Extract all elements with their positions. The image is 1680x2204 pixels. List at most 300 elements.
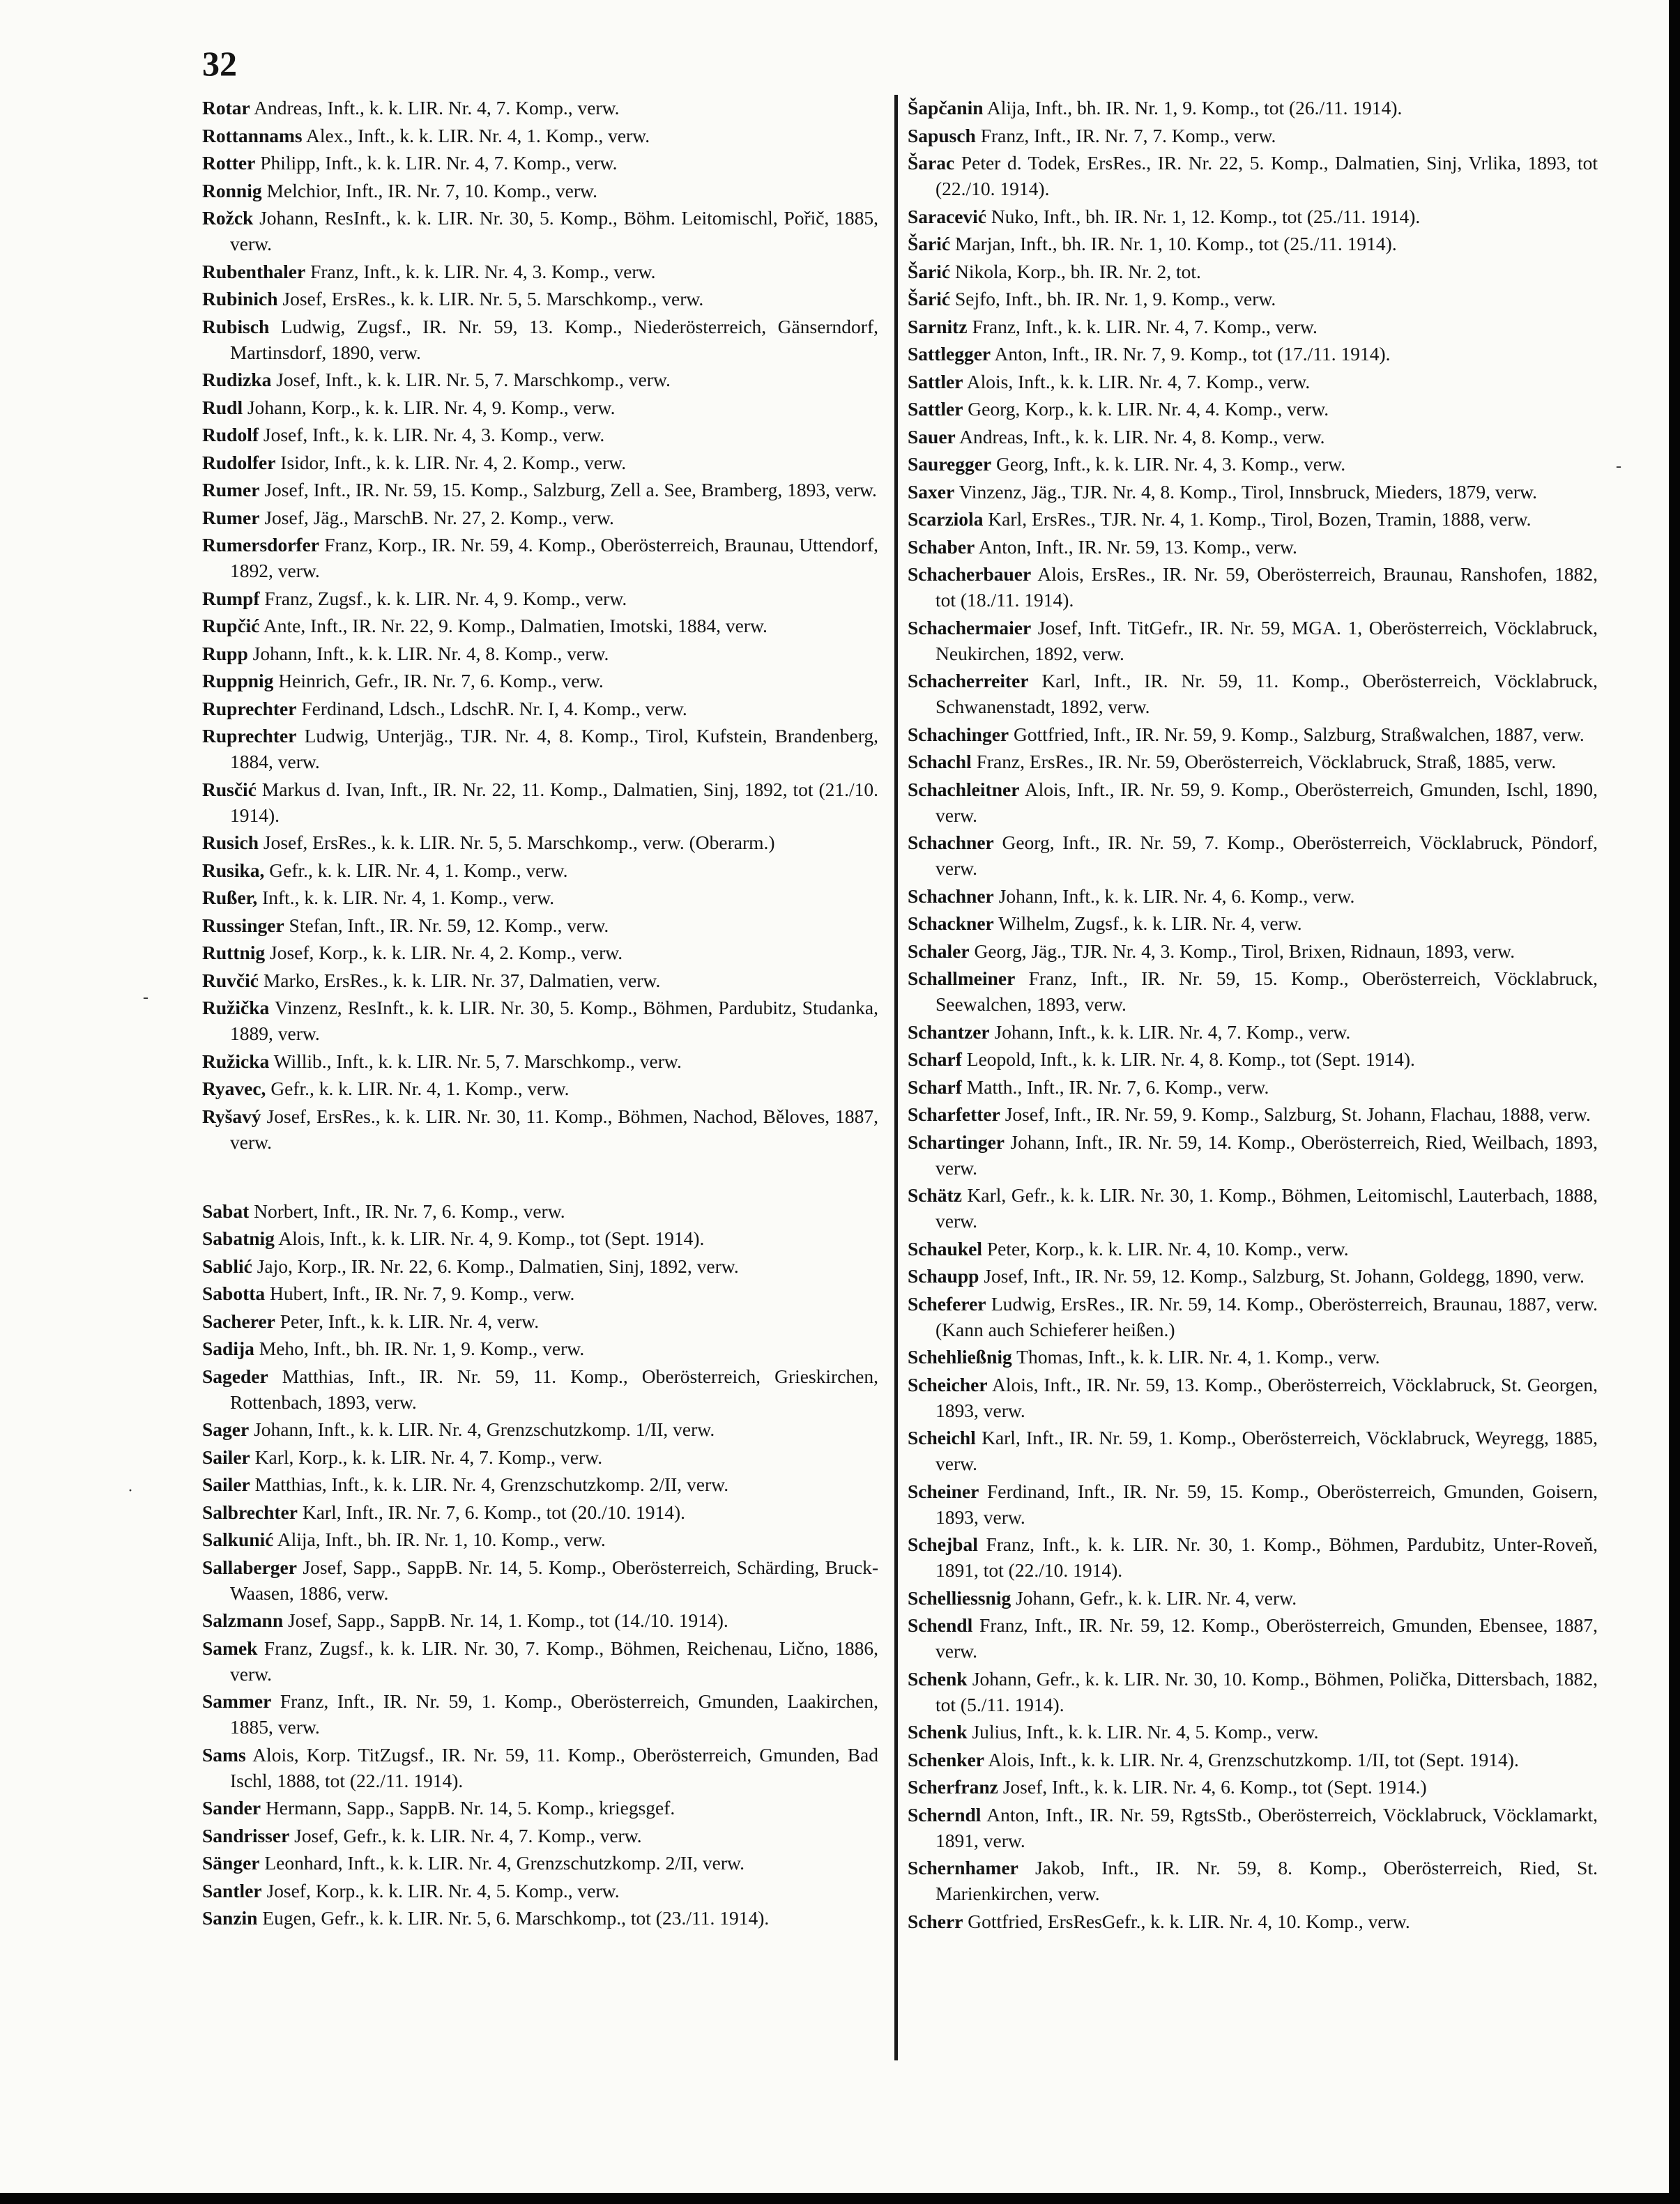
register-entry [202, 829, 878, 855]
register-entry [908, 1719, 1598, 1745]
entry-details: Vinzenz, Jäg., TJR. Nr. 4, 8. Komp., Tirol, Innsbruck, Mieders, 1879, verw. [954, 480, 1537, 503]
entry-surname: Schachl [908, 751, 972, 772]
entry-surname: Rudolfer [202, 451, 276, 473]
register-entry [908, 314, 1598, 339]
entry-surname: Schachleitner [908, 778, 1020, 800]
register-entry [202, 205, 878, 257]
entry-details: Nikola, Korp., bh. IR. Nr. 2, tot. [950, 260, 1201, 282]
right-column [908, 95, 1598, 1936]
entry-surname: Scheicher [908, 1373, 988, 1395]
register-entry [202, 1905, 878, 1931]
entry-surname: Šarić [908, 260, 951, 282]
entry-surname: Rumpf [202, 587, 260, 609]
entry-details: Marjan, Inft., bh. IR. Nr. 1, 10. Komp., tot (25./11. 1914). [950, 233, 1397, 254]
register-entry [202, 259, 878, 284]
entry-details: Vinzenz, ResInft., k. k. LIR. Nr. 30, 5. Komp., Böhmen, Pardubitz, Studanka, 1889, verw. [230, 997, 878, 1044]
register-entry [908, 451, 1598, 477]
entry-details: Inft., k. k. LIR. Nr. 4, 1. Komp., verw. [257, 887, 555, 908]
entry-details: Georg, Jäg., TJR. Nr. 4, 3. Komp., Tirol, Brixen, Ridnaun, 1893, verw. [969, 940, 1515, 962]
entry-surname: Ruttnig [202, 942, 266, 963]
entry-details: Matthias, Inft., k. k. LIR. Nr. 4, Grenzschutzkomp. 2/II, verw. [250, 1474, 729, 1495]
register-entry [202, 586, 878, 611]
entry-surname: Schendl [908, 1614, 973, 1636]
entry-surname: Rusich [202, 832, 259, 853]
register-entry [202, 967, 878, 993]
register-entry [202, 477, 878, 503]
entry-details: Ferdinand, Ldsch., LdschR. Nr. I, 4. Komp., verw. [296, 697, 687, 719]
entry-surname: Schaler [908, 940, 970, 962]
entry-surname: Sarnitz [908, 315, 968, 337]
register-entry [202, 1795, 878, 1821]
entry-surname: Sander [202, 1797, 261, 1819]
register-entry [202, 776, 878, 828]
entry-details: Heinrich, Gefr., IR. Nr. 7, 6. Komp., verw. [273, 670, 604, 691]
register-entry [202, 723, 878, 774]
register-entry [908, 910, 1598, 936]
entry-surname: Rubisch [202, 315, 270, 337]
register-entry [908, 1531, 1598, 1583]
register-entry [908, 1855, 1598, 1906]
entry-details: Gottfried, Inft., IR. Nr. 59, 9. Komp., Salzburg, Straßwalchen, 1887, verw. [1009, 723, 1584, 745]
entry-surname: Rudl [202, 396, 243, 418]
register-entry [202, 668, 878, 694]
register-entry [202, 1850, 878, 1876]
register-entry [908, 965, 1598, 1017]
column-divider [894, 95, 898, 2060]
entry-details: Karl, Gefr., k. k. LIR. Nr. 30, 1. Komp., Böhmen, Leitomischl, Lauterbach, 1888, verw. [936, 1184, 1598, 1232]
register-entry [908, 1236, 1598, 1262]
entry-details: Georg, Korp., k. k. LIR. Nr. 4, 4. Komp., verw. [963, 398, 1329, 420]
register-entry [202, 1444, 878, 1470]
register-entry [908, 1344, 1598, 1370]
entry-surname: Rupčić [202, 615, 260, 636]
entry-surname: Scheiner [908, 1480, 979, 1502]
entry-details: Karl, Korp., k. k. LIR. Nr. 4, 7. Komp., verw. [250, 1446, 603, 1468]
entry-surname: Scherndl [908, 1803, 982, 1826]
register-entry [202, 314, 878, 365]
entry-surname: Schätz [908, 1184, 962, 1206]
register-entry [908, 776, 1598, 828]
entry-surname: Schantzer [908, 1020, 990, 1043]
entry-surname: Sanzin [202, 1907, 258, 1929]
register-entry [908, 1372, 1598, 1423]
entry-surname: Schaber [908, 535, 975, 558]
register-entry [202, 696, 878, 721]
entry-surname: Šarac [908, 152, 955, 174]
entry-surname: Ruprechter [202, 725, 297, 747]
register-entry [908, 506, 1598, 532]
register-entry [202, 1526, 878, 1552]
register-entry [202, 1103, 878, 1155]
margin-mark: - [143, 988, 148, 1007]
entry-details: Gefr., k. k. LIR. Nr. 4, 1. Komp., verw. [266, 1078, 570, 1099]
entry-surname: Scheichl [908, 1427, 976, 1448]
register-entry [908, 1612, 1598, 1664]
register-entry [908, 668, 1598, 719]
register-entry [908, 1263, 1598, 1289]
entry-surname: Rožck [202, 207, 254, 229]
entry-details: Marko, ErsRes., k. k. LIR. Nr. 37, Dalmatien, verw. [258, 969, 661, 991]
entry-surname: Schachermaier [908, 616, 1032, 638]
entry-details: Peter, Inft., k. k. LIR. Nr. 4, verw. [275, 1310, 540, 1332]
entry-surname: Rusčić [202, 778, 257, 800]
register-entry [908, 938, 1598, 964]
entry-surname: Santler [202, 1879, 262, 1901]
entry-details: Anton, Inft., IR. Nr. 7, 9. Komp., tot (17./11. 1914). [991, 343, 1391, 365]
entry-surname: Schacherbauer [908, 563, 1032, 585]
register-entry [202, 613, 878, 638]
entry-details: Eugen, Gefr., k. k. LIR. Nr. 5, 6. Marschkomp., tot (23./11. 1914). [257, 1907, 770, 1929]
entry-details: Josef, Inft., IR. Nr. 59, 9. Komp., Salzburg, St. Johann, Flachau, 1888, verw. [1000, 1103, 1591, 1125]
entry-details: Johann, ResInft., k. k. LIR. Nr. 30, 5. Komp., Böhm. Leitomischl, Pořič, 1885, verw. [230, 207, 878, 254]
entry-details: Karl, ErsRes., TJR. Nr. 4, 1. Komp., Tirol, Bozen, Tramin, 1888, verw. [983, 508, 1532, 530]
entry-surname: Ružička [202, 997, 270, 1018]
entry-details: Franz, ErsRes., IR. Nr. 59, Oberösterreich, Vöcklabruck, Straß, 1885, verw. [971, 751, 1557, 772]
entry-surname: Schehließnig [908, 1346, 1012, 1368]
entry-surname: Rotar [202, 97, 250, 118]
entry-details: Johann, Gefr., k. k. LIR. Nr. 30, 10. Komp., Böhmen, Polička, Dittersbach, 1882, tot (5./11. 1914). [936, 1667, 1598, 1715]
register-entry [908, 1182, 1598, 1234]
entry-surname: Šarić [908, 233, 951, 254]
entry-surname: Rusika, [202, 859, 265, 881]
entry-details: Andreas, Inft., k. k. LIR. Nr. 4, 8. Komp., verw. [955, 425, 1325, 447]
entry-surname: Schaukel [908, 1237, 982, 1260]
entry-surname: Sandrisser [202, 1824, 290, 1846]
entry-details: Franz, Inft., IR. Nr. 7, 7. Komp., verw. [975, 124, 1276, 146]
entry-details: Josef, Inft., k. k. LIR. Nr. 4, 6. Komp., tot (Sept. 1914.) [998, 1776, 1427, 1798]
entry-details: Alex., Inft., k. k. LIR. Nr. 4, 1. Komp., verw. [302, 124, 650, 146]
entry-details: Andreas, Inft., k. k. LIR. Nr. 4, 7. Komp., verw. [250, 97, 620, 118]
entry-details: Franz, Zugsf., k. k. LIR. Nr. 30, 7. Komp., Böhmen, Reichenau, Lično, 1886, verw. [230, 1637, 878, 1685]
register-entry [202, 1076, 878, 1101]
entry-details: Franz, Korp., IR. Nr. 59, 4. Komp., Oberösterreich, Braunau, Uttendorf, 1892, verw. [230, 534, 878, 581]
register-entry [202, 1253, 878, 1279]
entry-surname: Schachner [908, 832, 994, 853]
margin-mark: · [128, 1482, 133, 1500]
entry-details: Leopold, Inft., k. k. LIR. Nr. 4, 8. Komp., tot (Sept. 1914). [961, 1048, 1415, 1070]
register-entry [202, 422, 878, 447]
entry-details: Isidor, Inft., k. k. LIR. Nr. 4, 2. Komp., verw. [275, 451, 627, 473]
entry-surname: Ruprechter [202, 697, 297, 719]
entry-details: Georg, Inft., k. k. LIR. Nr. 4, 3. Komp., verw. [991, 453, 1346, 475]
register-entry [908, 721, 1598, 747]
entry-details: Meho, Inft., bh. IR. Nr. 1, 9. Komp., verw. [254, 1338, 585, 1359]
entry-details: Anton, Inft., IR. Nr. 59, 13. Komp., verw. [975, 535, 1297, 558]
entry-details: Gottfried, ErsResGefr., k. k. LIR. Nr. 4, 10. Komp., verw. [963, 1910, 1410, 1932]
register-entry [908, 1101, 1598, 1127]
entry-surname: Scarziola [908, 508, 984, 530]
entry-surname: Schejbal [908, 1533, 978, 1555]
register-entry [908, 1291, 1598, 1342]
register-entry [908, 123, 1598, 148]
entry-surname: Sattler [908, 398, 963, 420]
register-entry [202, 885, 878, 910]
entry-surname: Scharf [908, 1076, 962, 1098]
entry-surname: Sattler [908, 370, 963, 392]
entry-surname: Salkunić [202, 1529, 274, 1550]
entry-details: Franz, Inft., IR. Nr. 59, 12. Komp., Oberösterreich, Gmunden, Ebensee, 1887, verw. [936, 1614, 1598, 1662]
entry-details: Karl, Inft., IR. Nr. 59, 11. Komp., Oberösterreich, Vöcklabruck, Schwanenstadt, 1892, verw. [936, 670, 1598, 717]
entry-details: Alois, Korp. TitZugsf., IR. Nr. 59, 11. Komp., Oberösterreich, Gmunden, Bad Ischl, 1888, tot (22./11. 1914). [230, 1743, 878, 1791]
entry-details: Alois, Inft., IR. Nr. 59, 13. Komp., Oberösterreich, Vöcklabruck, St. Georgen, 1893, verw. [936, 1373, 1598, 1421]
entry-surname: Sablić [202, 1255, 252, 1277]
register-entry [202, 95, 878, 121]
entry-surname: Schenker [908, 1748, 984, 1770]
entry-details: Josef, Inft. TitGefr., IR. Nr. 59, MGA. 1, Oberösterreich, Vöcklabruck, Neukirchen, 1892, verw. [936, 616, 1598, 664]
entry-details: Ferdinand, Inft., IR. Nr. 59, 15. Komp., Oberösterreich, Gmunden, Goisern, 1893, verw. [936, 1480, 1598, 1528]
entry-details: Philipp, Inft., k. k. LIR. Nr. 4, 7. Komp., verw. [255, 152, 618, 174]
entry-details: Josef, Inft., k. k. LIR. Nr. 5, 7. Marschkomp., verw. [271, 369, 671, 390]
entry-details: Karl, Inft., IR. Nr. 59, 1. Komp., Oberösterreich, Vöcklabruck, Weyregg, 1885, verw. [936, 1427, 1598, 1474]
entry-surname: Rudolf [202, 424, 259, 445]
register-entry [908, 1774, 1598, 1800]
entry-surname: Sänger [202, 1852, 260, 1874]
entry-surname: Sabotta [202, 1283, 266, 1304]
entry-details: Johann, Inft., IR. Nr. 59, 14. Komp., Oberösterreich, Ried, Weilbach, 1893, verw. [936, 1131, 1598, 1179]
entry-details: Josef, ErsRes., k. k. LIR. Nr. 30, 11. Komp., Böhmen, Nachod, Běloves, 1887, verw. [230, 1105, 878, 1153]
entry-details: Jajo, Korp., IR. Nr. 22, 6. Komp., Dalmatien, Sinj, 1892, verw. [252, 1255, 739, 1277]
entry-surname: Ryšavý [202, 1105, 261, 1127]
register-entry [908, 1129, 1598, 1181]
register-entry [908, 479, 1598, 505]
entry-details: Matthias, Inft., IR. Nr. 59, 11. Komp., Oberösterreich, Grieskirchen, Rottenbach, 1893, verw. [230, 1365, 878, 1413]
register-entry [202, 505, 878, 530]
entry-details: Norbert, Inft., IR. Nr. 7, 6. Komp., verw. [249, 1200, 565, 1222]
entry-surname: Schachner [908, 885, 994, 907]
entry-surname: Ronnig [202, 179, 262, 201]
entry-details: Hermann, Sapp., SappB. Nr. 14, 5. Komp., kriegsgef. [261, 1797, 675, 1819]
entry-details: Johann, Korp., k. k. LIR. Nr. 4, 9. Komp., verw. [243, 396, 616, 418]
entry-surname: Sabatnig [202, 1227, 275, 1249]
register-entry [202, 641, 878, 666]
entry-surname: Rottannams [202, 124, 303, 146]
entry-details: Josef, Inft., k. k. LIR. Nr. 4, 3. Komp., verw. [259, 424, 605, 445]
entry-surname: Samek [202, 1637, 258, 1659]
entry-details: Markus d. Ivan, Inft., IR. Nr. 22, 11. Komp., Dalmatien, Sinj, 1892, tot (21./10. 1914). [230, 778, 878, 826]
entry-details: Ludwig, Zugsf., IR. Nr. 59, 13. Komp., Niederösterreich, Gänserndorf, Martinsdorf, 1890, verw. [230, 315, 878, 363]
entry-surname: Sallaberger [202, 1556, 297, 1578]
entry-details: Nuko, Inft., bh. IR. Nr. 1, 12. Komp., tot (25./11. 1914). [986, 205, 1421, 227]
entry-details: Sejfo, Inft., bh. IR. Nr. 1, 9. Komp., verw. [950, 288, 1276, 309]
entry-surname: Schallmeiner [908, 967, 1016, 989]
register-entry [202, 912, 878, 938]
entry-surname: Schenk [908, 1721, 968, 1743]
entry-surname: Schachinger [908, 723, 1009, 745]
entry-details: Peter d. Todek, ErsRes., IR. Nr. 22, 5. Komp., Dalmatien, Sinj, Vrlika, 1893, tot (22./10. 1914). [936, 152, 1598, 199]
entry-surname: Rubinich [202, 288, 278, 309]
entry-details: Gefr., k. k. LIR. Nr. 4, 1. Komp., verw. [264, 859, 568, 881]
entry-surname: Scherr [908, 1910, 963, 1932]
entry-surname: Russinger [202, 914, 284, 936]
entry-details: Hubert, Inft., IR. Nr. 7, 9. Komp., verw. [265, 1283, 575, 1304]
entry-details: Karl, Inft., IR. Nr. 7, 6. Komp., tot (20./10. 1914). [297, 1501, 686, 1523]
entry-details: Ante, Inft., IR. Nr. 22, 9. Komp., Dalmatien, Imotski, 1884, verw. [259, 615, 768, 636]
entry-surname: Saracević [908, 205, 987, 227]
register-entry [202, 1336, 878, 1361]
entry-surname: Rupp [202, 642, 248, 664]
register-entry [202, 1471, 878, 1497]
entry-details: Jakob, Inft., IR. Nr. 59, 8. Komp., Oberösterreich, Ried, St. Marienkirchen, verw. [936, 1857, 1598, 1904]
register-entry [202, 1048, 878, 1074]
register-entry [202, 1308, 878, 1334]
entry-details: Franz, Inft., k. k. LIR. Nr. 4, 7. Komp., verw. [967, 315, 1318, 337]
register-entry [908, 95, 1598, 121]
entry-details: Johann, Inft., k. k. LIR. Nr. 4, 7. Komp., verw. [989, 1020, 1351, 1043]
entry-surname: Sauregger [908, 453, 992, 475]
entry-details: Julius, Inft., k. k. LIR. Nr. 4, 5. Komp., verw. [967, 1721, 1319, 1743]
entry-details: Ludwig, ErsRes., IR. Nr. 59, 14. Komp., Oberösterreich, Braunau, 1887, verw. (Kann auch Schieferer heißen.) [936, 1292, 1598, 1340]
entry-surname: Schartinger [908, 1131, 1005, 1153]
register-entry [908, 424, 1598, 450]
register-entry [908, 1074, 1598, 1100]
entry-surname: Sattlegger [908, 343, 991, 365]
register-entry [202, 995, 878, 1046]
register-entry [202, 532, 878, 583]
entry-surname: Scharfetter [908, 1103, 1000, 1125]
entry-details: Alois, ErsRes., IR. Nr. 59, Oberösterreich, Braunau, Ranshofen, 1882, tot (18./11. 1914). [936, 563, 1598, 611]
entry-surname: Rotter [202, 152, 256, 174]
register-entry [202, 1225, 878, 1251]
entry-surname: Rußer, [202, 887, 258, 908]
register-entry [202, 857, 878, 883]
register-entry [202, 1499, 878, 1525]
register-entry [908, 396, 1598, 422]
entry-details: Willib., Inft., k. k. LIR. Nr. 5, 7. Marschkomp., verw. [269, 1050, 682, 1072]
entry-details: Johann, Inft., k. k. LIR. Nr. 4, Grenzschutzkomp. 1/II, verw. [249, 1418, 715, 1440]
entry-surname: Ružicka [202, 1050, 270, 1072]
entry-surname: Sacherer [202, 1310, 275, 1332]
register-entry [908, 1802, 1598, 1853]
register-entry [908, 231, 1598, 257]
entry-details: Johann, Inft., k. k. LIR. Nr. 4, 6. Komp., verw. [993, 885, 1355, 907]
entry-details: Leonhard, Inft., k. k. LIR. Nr. 4, Grenzschutzkomp. 2/II, verw. [259, 1852, 744, 1874]
entry-surname: Schackner [908, 912, 994, 934]
register-entry [908, 1908, 1598, 1934]
register-entry [908, 534, 1598, 560]
entry-details: Ludwig, Unterjäg., TJR. Nr. 4, 8. Komp., Tirol, Kufstein, Brandenberg, 1884, verw. [230, 725, 878, 772]
entry-details: Franz, Inft., k. k. LIR. Nr. 4, 3. Komp., verw. [305, 260, 656, 282]
entry-details: Thomas, Inft., k. k. LIR. Nr. 4, 1. Komp., verw. [1011, 1346, 1380, 1368]
entry-surname: Ruppnig [202, 670, 274, 691]
entry-details: Alois, Inft., k. k. LIR. Nr. 4, Grenzschutzkomp. 1/II, tot (Sept. 1914). [984, 1748, 1519, 1770]
register-entry [202, 1878, 878, 1904]
entry-surname: Schenk [908, 1667, 968, 1690]
register-entry [202, 450, 878, 475]
entry-details: Josef, Inft., IR. Nr. 59, 12. Komp., Salzburg, St. Johann, Goldegg, 1890, verw. [979, 1265, 1584, 1287]
register-entry [908, 369, 1598, 395]
register-entry [202, 1198, 878, 1224]
register-entry [908, 1019, 1598, 1045]
entry-surname: Šapčanin [908, 97, 984, 118]
register-entry [908, 883, 1598, 909]
entry-surname: Sammer [202, 1690, 272, 1712]
entry-surname: Schelliessnig [908, 1586, 1011, 1609]
margin-mark: - [1616, 457, 1621, 475]
entry-surname: Schacherreiter [908, 670, 1029, 691]
register-entry [202, 1607, 878, 1633]
register-entry [202, 1363, 878, 1415]
entry-details: Alija, Inft., bh. IR. Nr. 1, 9. Komp., tot (26./11. 1914). [983, 97, 1403, 118]
entry-surname: Sauer [908, 425, 956, 447]
register-entry [908, 615, 1598, 666]
entry-details: Stefan, Inft., IR. Nr. 59, 12. Komp., verw. [284, 914, 609, 936]
entry-surname: Scherfranz [908, 1776, 998, 1798]
register-entry [908, 150, 1598, 201]
register-entry [908, 341, 1598, 367]
entry-details: Josef, Korp., k. k. LIR. Nr. 4, 2. Komp., verw. [265, 942, 623, 963]
register-entry [908, 1585, 1598, 1611]
entry-surname: Sabat [202, 1200, 250, 1222]
entry-surname: Sams [202, 1743, 246, 1766]
entry-details: Alois, Inft., k. k. LIR. Nr. 4, 9. Komp., tot (Sept. 1914). [274, 1227, 705, 1249]
entry-surname: Scharf [908, 1048, 962, 1070]
entry-surname: Sadija [202, 1338, 254, 1359]
entry-surname: Sapusch [908, 124, 976, 146]
register-entry [202, 367, 878, 392]
entry-surname: Sailer [202, 1474, 250, 1495]
entry-details: Josef, Inft., IR. Nr. 59, 15. Komp., Salzburg, Zell a. See, Bramberg, 1893, verw. [259, 479, 877, 500]
entry-details: Franz, Zugsf., k. k. LIR. Nr. 4, 9. Komp., verw. [259, 587, 627, 609]
entry-details: Josef, Gefr., k. k. LIR. Nr. 4, 7. Komp., verw. [289, 1824, 642, 1846]
register-entry [908, 286, 1598, 312]
entry-details: Josef, Sapp., SappB. Nr. 14, 5. Komp., Oberösterreich, Schärding, Bruck-Waasen, 1886, verw. [230, 1556, 878, 1604]
entry-details: Johann, Gefr., k. k. LIR. Nr. 4, verw. [1011, 1586, 1297, 1609]
register-entry [202, 1635, 878, 1687]
entry-surname: Scheferer [908, 1292, 986, 1315]
entry-details: Alija, Inft., bh. IR. Nr. 1, 10. Komp., verw. [273, 1529, 606, 1550]
register-entry [202, 123, 878, 148]
entry-details: Josef, ErsRes., k. k. LIR. Nr. 5, 5. Marschkomp., verw. (Oberarm.) [259, 832, 775, 853]
entry-details: Johann, Inft., k. k. LIR. Nr. 4, 8. Komp., verw. [247, 642, 609, 664]
register-entry [202, 1823, 878, 1849]
register-entry [908, 1425, 1598, 1476]
left-column [202, 95, 878, 1933]
entry-details: Georg, Inft., IR. Nr. 59, 7. Komp., Oberösterreich, Vöcklabruck, Pöndorf, verw. [936, 832, 1598, 879]
register-entry [202, 150, 878, 176]
register-entry [908, 1478, 1598, 1530]
entry-details: Franz, Inft., IR. Nr. 59, 15. Komp., Oberösterreich, Vöcklabruck, Seewalchen, 1893, verw. [936, 967, 1598, 1015]
entry-details: Wilhelm, Zugsf., k. k. LIR. Nr. 4, verw. [993, 912, 1302, 934]
entry-details: Anton, Inft., IR. Nr. 59, RgtsStb., Oberösterreich, Vöcklabruck, Vöcklamarkt, 1891, verw. [936, 1803, 1598, 1851]
entry-surname: Schernhamer [908, 1857, 1018, 1878]
register-entry [202, 1416, 878, 1442]
register-entry [908, 204, 1598, 229]
entry-surname: Ruvčić [202, 969, 259, 991]
entry-details: Josef, Korp., k. k. LIR. Nr. 4, 5. Komp., verw. [261, 1879, 620, 1901]
entry-surname: Schaupp [908, 1265, 979, 1287]
register-entry [202, 178, 878, 204]
entry-surname: Rubenthaler [202, 260, 306, 282]
entry-surname: Sager [202, 1418, 250, 1440]
entry-details: Franz, Inft., k. k. LIR. Nr. 30, 1. Komp., Böhmen, Pardubitz, Unter-Roveň, 1891, tot (22./10. 1914). [936, 1533, 1598, 1581]
entry-surname: Saxer [908, 480, 955, 503]
register-entry [202, 395, 878, 420]
register-entry [908, 829, 1598, 881]
entry-details: Matth., Inft., IR. Nr. 7, 6. Komp., verw. [961, 1076, 1269, 1098]
entry-details: Josef, ErsRes., k. k. LIR. Nr. 5, 5. Marschkomp., verw. [277, 288, 704, 309]
entry-details: Peter, Korp., k. k. LIR. Nr. 4, 10. Komp., verw. [982, 1237, 1349, 1260]
register-entry [202, 286, 878, 312]
register-entry [908, 1747, 1598, 1773]
entry-surname: Rumer [202, 506, 260, 528]
register-entry [202, 1688, 878, 1740]
register-entry [908, 561, 1598, 613]
entry-surname: Salzmann [202, 1609, 284, 1631]
entry-details: Alois, Inft., IR. Nr. 59, 9. Komp., Oberösterreich, Gmunden, Ischl, 1890, verw. [936, 778, 1598, 826]
page-number: 32 [202, 44, 237, 83]
register-entry [202, 940, 878, 965]
register-entry [908, 749, 1598, 774]
